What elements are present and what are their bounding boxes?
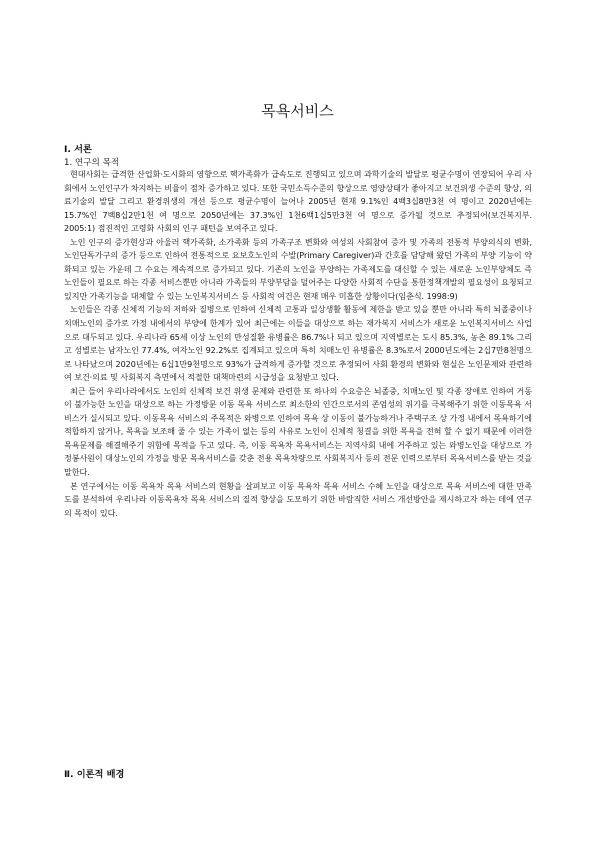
paragraph: 노인 인구의 증가현상과 아울러 핵가족화, 소가족화 등의 가족구조 변화와 여성의 사회참여 증가 및 가족의 전통적 부양의식의 변화, 노인단독가구의 증가 등으로 인하여 전통적으로 요보호노인의 수발(Primary Caregiver)과 간호를 담당해 왔던 가족의 부양 기능이 약화되고 있는 가운데 그 수요는 계속적으로 증가되고 있다. 기존의 노인을 부양하는 가족제도를 대신할 수 있는 새로운 노인부양체도 즉 노인들이 필요로 하는 각종 서비스뿐만 아니라 가족들의 부양부담을 덜어주는 다양한 사회적 수단을 통한정책개발의 필요성이 요청되고 있지만 가족기능을 대체할 수 있는 노인복지서비스 등 사회적 여건은 현재 매우 미흡한 상황이다(임춘식. 1998:9) (64, 237, 532, 301)
document-title: 목욕서비스 (261, 102, 334, 120)
body-text (64, 168, 532, 520)
paragraph: 현대사회는 급격한 산업화·도시화의 영향으로 핵가족화가 급속도로 진행되고 있으며 과학기술의 발달로 평균수명이 연장되어 우리 사회에서 노인인구가 차지하는 비율이 점차 증가하고 있다. 또한 국민소득수준의 향상으로 영양상태가 좋아지고 보건위생 수준의 향상, 의료기술의 발달 그리고 환경위생의 개선 등으로 평균수명이 늘어나 2005년 현재 9.1%인 4백3십8만3천 여 명이고 2020년에는 15.7%인 7백8십2만1천 여 명으로 2050년에는 37.3%인 1천6백1십5만3천 여 명으로 증가될 것으로 추정되어(보건복지부. 2005:1) 점진적인 고령화 사회의 인구 패턴을 보여주고 있다. (64, 170, 532, 234)
paragraph: 최근 들어 우리나라에서도 노인의 신체적 보건 위생 문제와 관련한 또 하나의 수요층은 뇌졸중, 치매노인 및 각종 장애로 인하여 거동이 불가능한 노인을 대상으로 하는 가정방문 이동 목욕 서비스로 최소한의 인간으로서의 존엄성의 위기를 극복해주기 위한 이동목욕 서비스가 실시되고 있다. 이동목욕 서비스의 주목적은 와병으로 인하여 목욕 상 이동이 불가능하거나 주택구조 상 가정 내에서 목욕하기에 적합하지 않거나, 목욕을 보조해 줄 수 있는 가족이 없는 등의 사유로 노인이 신체적 청결을 위한 목욕을 전혀 할 수 없기 때문에 이러한 목욕문제를 해결해주기 위함에 목적을 두고 있다. 즉, 이동 목욕차 목욕서비스는 지역사회 내에 거주하고 있는 와병노인을 대상으로 가정봉사원이 대상노인의 가정을 방문 목욕서비스를 갖춘 전용 목욕차량으로 사회복지사 등의 전문 인력으로부터 목욕서비스를 받는 것을 말한다. (64, 386, 532, 478)
section-heading-theoretical-background: Ⅱ. 이론적 배경 (64, 769, 125, 780)
paragraph: 노인들은 각종 신체적 기능의 저하와 질병으로 인하여 신체적 고통과 일상생활 활동에 제한을 받고 있을 뿐만 아니라 특히 뇌졸중이나 치매노인의 증가로 가정 내에서의 부양에 한계가 있어 최근에는 이들을 대상으로 하는 재가복지 서비스가 새로운 노인복지서비스 사업으로 대두되고 있다. 우리나라 65세 이상 노인의 만성질환 유병률은 86.7%나 되고 있으며 지역별로는 도시 85.3%, 농촌 89.1% 그리고 성별로는 남자노인 77.4%, 여자노인 92.2%로 집계되고 있으며 특히 치매노인 유병률은 8.3%로서 2000년도에는 2십7만8천명으로 나타났으며 2020년에는 6십1만9천명으로 93%가 급격하게 증가할 것으로 추정되어 사회 환경의 변화와 현실은 노인문제와 관련하여 보건·의료 및 사회복지 측면에서 적절한 대책마련의 시급성을 요청받고 있다. (64, 305, 532, 383)
section-heading-introduction: Ⅰ. 서론 (64, 144, 92, 155)
subsection-heading-purpose: 1. 연구의 목적 (64, 158, 120, 168)
paragraph: 본 연구에서는 이동 목욕차 목욕 서비스의 현황을 살펴보고 이동 목욕차 목욕 서비스 수혜 노인을 대상으로 목욕 서비스에 대한 만족도를 분석하여 우리나라 이동목욕차 목욕 서비스의 질적 향상을 도모하기 위한 바람직한 서비스 개선방안을 제시하고자 하는 데에 연구의 목적이 있다. (64, 481, 532, 518)
